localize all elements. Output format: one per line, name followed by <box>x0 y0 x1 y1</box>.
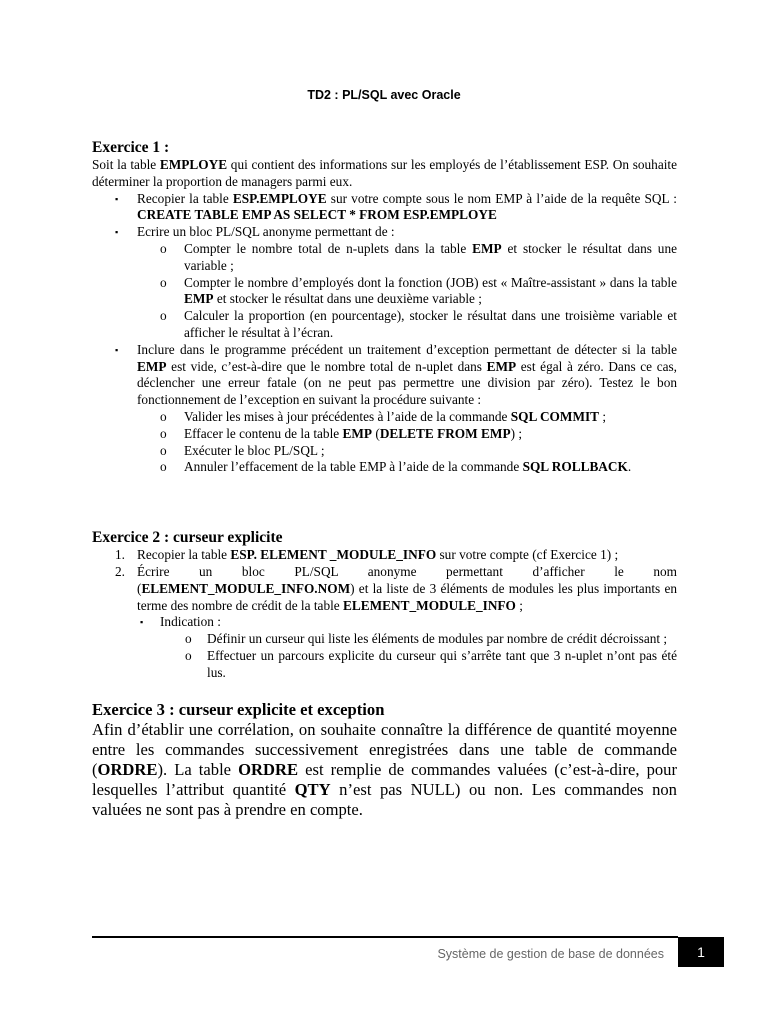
exercise-1-sub-item-1: o Compter le nombre total de n-uplets dans la table EMP et stocker le résultat dans une variable ; <box>160 240 677 273</box>
square-bullet-icon: ▪ <box>140 617 144 628</box>
exercise-1-sub-item-2: o Compter le nombre d’employés dont la fonction (JOB) est « Maître-assistant » dans la table EMP et stocker le résultat dans une deuxième variable ; <box>160 274 677 307</box>
exercise-2-item-2: 2. Écrire un bloc PL/SQL anonyme permettant d’afficher le nom (ELEMENT_MODULE_INFO.NOM) et la liste de 3 éléments de modules les plus importants en terme des nombre de crédit de la table ELEMENT_MODULE_INFO ; <box>115 563 677 613</box>
exercise-3-paragraph: Afin d’établir une corrélation, on souhaite connaître la différence de quantité moyenne entre les commandes successivement enregistrées dans une table de commande (ORDRE). La table ORDRE est remplie de commandes valuées (c’est-à-dire, pour lesquelles l’attribut quantité QTY n’est pas NULL) ou non. Les commandes non valuées ne sont pas à prendre en compte. <box>92 719 677 819</box>
footer-divider <box>92 936 678 938</box>
circle-bullet-icon: o <box>160 442 167 458</box>
circle-bullet-icon: o <box>160 308 167 324</box>
exercise-1-step-4: o Annuler l’effacement de la table EMP à l’aide de la commande SQL ROLLBACK. <box>160 459 632 475</box>
exercise-1-intro: Soit la table EMPLOYE qui contient des informations sur les employés de l’établissement ESP. On souhaite déterminer la proportion de managers parmi eux. <box>92 157 678 189</box>
circle-bullet-icon: o <box>185 647 192 663</box>
exercise-2-hint-1: o Définir un curseur qui liste les éléments de modules par nombre de crédit décroissant ; <box>185 631 668 647</box>
exercise-1-bullet-2: ▪ Ecrire un bloc PL/SQL anonyme permettant de : <box>115 224 395 240</box>
exercise-2-item-1: 1. Recopier la table ESP. ELEMENT _MODULE_INFO sur votre compte (cf Exercice 1) ; <box>115 547 619 563</box>
page-number: 1 <box>678 937 724 967</box>
exercise-1-heading: Exercice 1 : <box>92 139 170 156</box>
exercise-1-step-3: o Exécuter le bloc PL/SQL ; <box>160 442 325 458</box>
exercise-3-heading: Exercice 3 : curseur explicite et exception <box>92 699 385 719</box>
footer-title: Système de gestion de base de données <box>437 947 664 961</box>
exercise-2 <box>92 529 677 681</box>
exercise-1 <box>92 139 677 476</box>
exercise-1-bullet-3: ▪ Inclure dans le programme précédent un traitement d’exception permettant de détecter si la table EMP est vide, c’est-à-dire que le nombre total de n-uplet dans EMP est égal à zéro. Dans ce cas, déclencher une erreur fatale (on ne peut pas permettre une division par zéro). Testez le bon fonctionnement de l’exception en suivant la procédure suivante : <box>115 341 678 408</box>
circle-bullet-icon: o <box>160 459 167 475</box>
circle-bullet-icon: o <box>185 631 192 647</box>
document-body <box>92 139 677 820</box>
square-bullet-icon: ▪ <box>115 344 119 355</box>
exercise-1-bullet-1: ▪ Recopier la table ESP.EMPLOYE sur votre compte sous le nom EMP à l’aide de la requête SQL : CREATE TABLE EMP AS SELECT * FROM ESP.EMPLOYE <box>115 190 677 223</box>
circle-bullet-icon: o <box>160 425 167 441</box>
exercise-2-heading: Exercice 2 : curseur explicite <box>92 529 283 547</box>
exercise-1-step-2: o Effacer le contenu de la table EMP (DELETE FROM EMP) ; <box>160 425 523 441</box>
square-bullet-icon: ▪ <box>115 193 119 204</box>
list-number: 1. <box>115 547 125 563</box>
square-bullet-icon: ▪ <box>115 227 119 238</box>
exercise-2-hint-2: o Effectuer un parcours explicite du curseur qui s’arrête tant que 3 n-uplet n’ont pas été lus. <box>185 647 677 680</box>
document-title: TD2 : PL/SQL avec Oracle <box>307 88 461 102</box>
exercise-1-step-1: o Valider les mises à jour précédentes à l’aide de la commande SQL COMMIT ; <box>160 408 607 424</box>
exercise-2-indication: ▪ Indication : <box>140 614 221 630</box>
circle-bullet-icon: o <box>160 240 167 256</box>
circle-bullet-icon: o <box>160 408 167 424</box>
circle-bullet-icon: o <box>160 274 167 290</box>
exercise-3 <box>92 700 677 820</box>
list-number: 2. <box>115 563 125 579</box>
exercise-1-sub-item-3: o Calculer la proportion (en pourcentage), stocker le résultat dans une troisième variable et afficher le résultat à l’écran. <box>160 308 677 340</box>
